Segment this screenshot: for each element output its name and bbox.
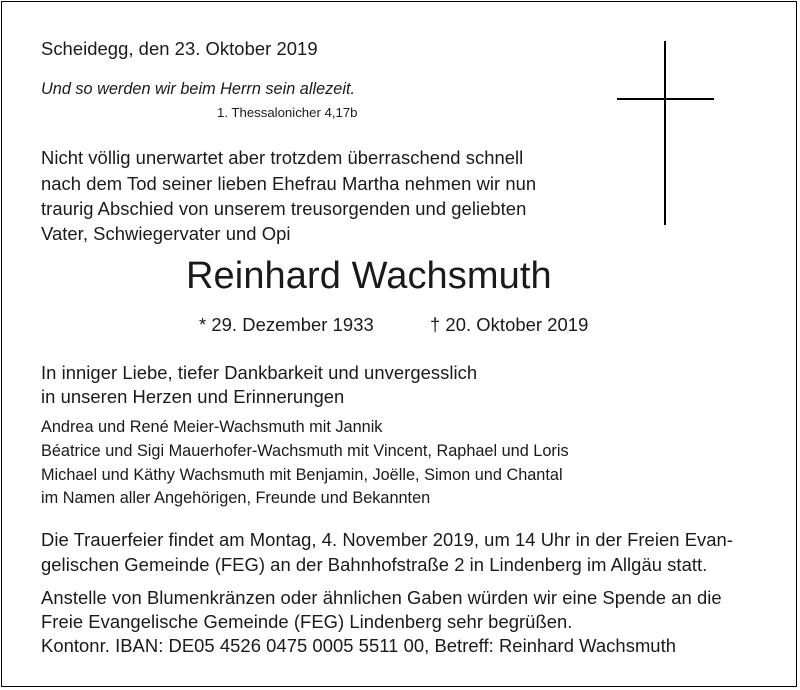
intro-line: Vater, Schwiegervater und Opi bbox=[41, 223, 291, 244]
intro-line: nach dem Tod seiner lieben Ehefrau Martha nehmen wir nun bbox=[41, 173, 537, 194]
intro-line: traurig Abschied von unserem treusorgenden und geliebten bbox=[41, 198, 527, 219]
service-line: gelischen Gemeinde (FEG) an der Bahnhofstraße 2 in Lindenberg im Allgäu statt. bbox=[41, 554, 708, 575]
mourning-line: In inniger Liebe, tiefer Dankbarkeit und unvergesslich bbox=[41, 362, 478, 383]
bible-verse: Und so werden wir beim Herrn sein allezeit. bbox=[41, 80, 355, 98]
mourning-line: in unseren Herzen und Erinnerungen bbox=[41, 386, 345, 407]
donation-line: Kontonr. IBAN: DE05 4526 0475 0005 5511 00, Betreff: Reinhard Wachsmuth bbox=[41, 635, 677, 656]
service-line: Die Trauerfeier findet am Montag, 4. November 2019, um 14 Uhr in der Freien Evan- bbox=[41, 529, 733, 550]
bible-reference: 1. Thessalonicher 4,17b bbox=[217, 105, 358, 120]
place-date: Scheidegg, den 23. Oktober 2019 bbox=[41, 38, 318, 59]
family-line: im Namen aller Angehörigen, Freunde und Bekannten bbox=[41, 489, 431, 507]
intro-line: Nicht völlig unerwartet aber trotzdem überraschend schnell bbox=[41, 147, 524, 168]
donation-line: Freie Evangelische Gemeinde (FEG) Lindenberg sehr begrüßen. bbox=[41, 611, 573, 632]
death-date: † 20. Oktober 2019 bbox=[430, 314, 589, 335]
family-line: Béatrice und Sigi Mauerhofer-Wachsmuth mit Vincent, Raphael und Loris bbox=[41, 442, 569, 460]
birth-date: * 29. Dezember 1933 bbox=[199, 314, 374, 335]
deceased-name: Reinhard Wachsmuth bbox=[186, 255, 552, 297]
family-line: Michael und Käthy Wachsmuth mit Benjamin, Joëlle, Simon und Chantal bbox=[41, 466, 563, 484]
donation-line: Anstelle von Blumenkränzen oder ähnlichen Gaben würden wir eine Spende an die bbox=[41, 587, 722, 608]
family-line: Andrea und René Meier-Wachsmuth mit Jannik bbox=[41, 418, 383, 436]
